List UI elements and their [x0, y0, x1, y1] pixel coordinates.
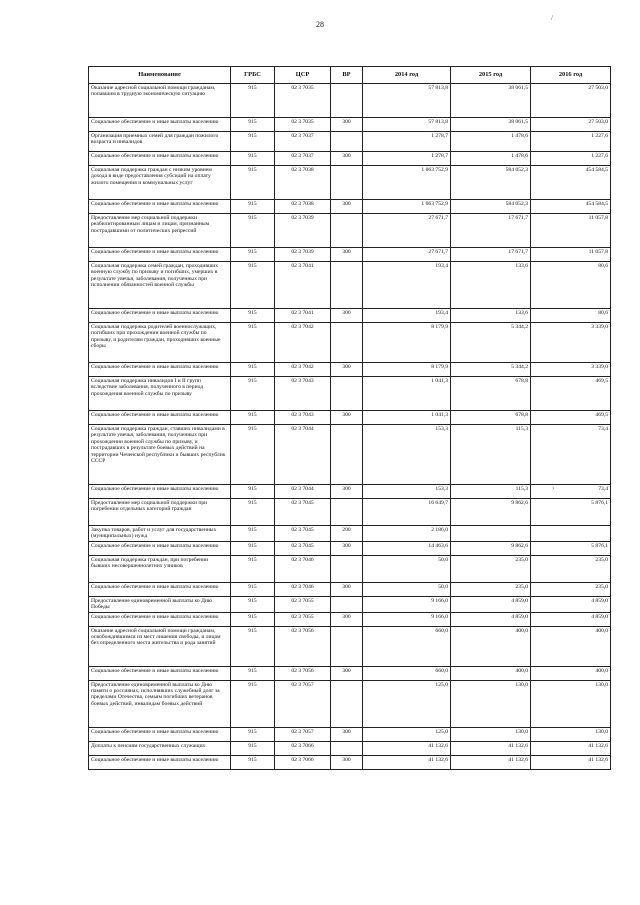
- table-header-row: [89, 67, 611, 84]
- cell-2015: [451, 526, 531, 542]
- header-2015: 2015 год: [451, 67, 531, 84]
- cell-2015: 4 859,0: [451, 612, 531, 626]
- cell-vr: [331, 132, 363, 152]
- cell-name: Предоставление единовременной выплаты ко Дню Победы: [89, 596, 231, 612]
- cell-csr: 02 3 7045: [275, 499, 331, 526]
- cell-name: Социальная поддержка граждан, ставших инвалидами в результате увечья, заболевания, полученных при прохождении военной службы по призыву, и пострадавших в результате боевых действий на территории Чеченской республики и бывших республик СССР: [89, 425, 231, 485]
- cell-2016: 11 057,8: [531, 214, 611, 248]
- cell-2014: 27 671,7: [363, 214, 451, 248]
- cell-grbs: 915: [231, 363, 275, 377]
- cell-vr: 300: [331, 118, 363, 132]
- cell-2015: 9 862,6: [451, 541, 531, 555]
- table-row: [89, 755, 611, 769]
- cell-grbs: 915: [231, 485, 275, 499]
- cell-name: Социальная поддержка семей граждан, проходивших военную службу по призыву и погибших, умерших в результате увечья, заболевания, полученных при исполнении обязанностей военной службы: [89, 262, 231, 309]
- cell-2016: 454 584,5: [531, 166, 611, 200]
- cell-2015: 133,6: [451, 309, 531, 323]
- cell-vr: 300: [331, 309, 363, 323]
- cell-grbs: 915: [231, 309, 275, 323]
- cell-csr: 02 3 7041: [275, 262, 331, 309]
- cell-name: Оказание адресной социальной помощи гражданам, попавшим в трудную экономическую ситуацию: [89, 84, 231, 118]
- cell-csr: 02 3 7042: [275, 323, 331, 363]
- cell-grbs: 915: [231, 262, 275, 309]
- cell-2016: 3 339,0: [531, 323, 611, 363]
- cell-grbs: 915: [231, 118, 275, 132]
- cell-name: Социальная поддержка инвалидов I и II групп вследствие заболевания, полученного в период прохождения военной службы по призыву: [89, 377, 231, 411]
- cell-2014: 27 671,7: [363, 248, 451, 262]
- cell-2014: 2 186,0: [363, 526, 451, 542]
- table-row: [89, 741, 611, 755]
- cell-2015: 235,0: [451, 555, 531, 582]
- cell-2016: 469,5: [531, 411, 611, 425]
- cell-vr: 300: [331, 200, 363, 214]
- cell-2016: 3 339,0: [531, 363, 611, 377]
- cell-csr: 02 3 7056: [275, 626, 331, 666]
- cell-2015: 130,0: [451, 727, 531, 741]
- cell-vr: 200: [331, 526, 363, 542]
- cell-csr: 02 3 7056: [275, 666, 331, 680]
- cell-2015: 400,0: [451, 666, 531, 680]
- cell-csr: 02 3 7066: [275, 755, 331, 769]
- cell-2015: 4 859,0: [451, 596, 531, 612]
- cell-2015: 38 061,5: [451, 84, 531, 118]
- table-row: [89, 262, 611, 309]
- cell-grbs: 915: [231, 166, 275, 200]
- cell-2016: 130,0: [531, 727, 611, 741]
- cell-2016: 27 503,0: [531, 118, 611, 132]
- cell-2015: 235,0: [451, 582, 531, 596]
- cell-csr: 02 3 7046: [275, 582, 331, 596]
- header-vr: ВР: [331, 67, 363, 84]
- cell-name: Социальное обеспечение и иные выплаты населению: [89, 727, 231, 741]
- cell-2014: 153,3: [363, 425, 451, 485]
- cell-vr: [331, 499, 363, 526]
- cell-vr: 300: [331, 541, 363, 555]
- table-row: [89, 411, 611, 425]
- cell-csr: 02 3 7044: [275, 425, 331, 485]
- table-row: [89, 166, 611, 200]
- cell-grbs: 915: [231, 411, 275, 425]
- cell-2014: 125,0: [363, 727, 451, 741]
- cell-csr: 02 3 7035: [275, 118, 331, 132]
- cell-2015: 115,3: [451, 485, 531, 499]
- cell-2014: 1 041,3: [363, 411, 451, 425]
- cell-name: Оказание адресной социальной помощи гражданам, освобождившимся из мест лишения свободы, и лицам без определенного места жительства и рода занятий: [89, 626, 231, 666]
- cell-2016: 235,0: [531, 555, 611, 582]
- cell-grbs: 915: [231, 152, 275, 166]
- cell-csr: 02 3 7037: [275, 132, 331, 152]
- table-row: [89, 84, 611, 118]
- cell-2014: 193,4: [363, 309, 451, 323]
- table-row: [89, 323, 611, 363]
- cell-2015: 1 478,6: [451, 152, 531, 166]
- cell-2014: 57 813,8: [363, 118, 451, 132]
- cell-grbs: 915: [231, 727, 275, 741]
- header-2016: 2016 год: [531, 67, 611, 84]
- table-row: [89, 526, 611, 542]
- cell-name: Закупка товаров, работ и услуг для государственных (муниципальных) нужд: [89, 526, 231, 542]
- cell-name: Социальная поддержка родителей военнослужащих, погибших при прохождении военной службы по призыву, и родителям граждан, проходивших военные сборы: [89, 323, 231, 363]
- cell-2016: 80,6: [531, 262, 611, 309]
- cell-vr: 300: [331, 755, 363, 769]
- table-row: [89, 582, 611, 596]
- cell-csr: 02 3 7044: [275, 485, 331, 499]
- cell-vr: [331, 425, 363, 485]
- table-row: [89, 541, 611, 555]
- cell-csr: 02 3 7039: [275, 248, 331, 262]
- cell-name: Социальное обеспечение и иные выплаты населению: [89, 309, 231, 323]
- cell-2014: 1 278,7: [363, 152, 451, 166]
- cell-name: Социальное обеспечение и иные выплаты населению: [89, 755, 231, 769]
- cell-2014: 153,3: [363, 485, 451, 499]
- cell-name: Предоставление единовременной выплаты ко Дню памяти о россиянах, исполнявших служебный долг за пределами Отечества, семьям погибших ветеранов боевых действий, инвалидам боевых действий: [89, 680, 231, 727]
- cell-2016: 400,0: [531, 666, 611, 680]
- cell-2014: 50,0: [363, 555, 451, 582]
- cell-2015: 584 052,3: [451, 166, 531, 200]
- cell-csr: 02 3 7041: [275, 309, 331, 323]
- table-row: [89, 309, 611, 323]
- cell-grbs: 915: [231, 425, 275, 485]
- cell-2016: 4 859,0: [531, 612, 611, 626]
- cell-vr: [331, 323, 363, 363]
- cell-grbs: 915: [231, 755, 275, 769]
- cell-2015: 1 478,6: [451, 132, 531, 152]
- cell-csr: 02 3 7057: [275, 727, 331, 741]
- cell-name: Социальная поддержка граждан с низким уровнем дохода в виде предоставления субсидий на оплату жилого помещения и коммунальных услуг: [89, 166, 231, 200]
- table-row: [89, 363, 611, 377]
- cell-name: Социальное обеспечение и иные выплаты населению: [89, 485, 231, 499]
- table-row: [89, 499, 611, 526]
- cell-2016: 11 057,8: [531, 248, 611, 262]
- cell-vr: 300: [331, 666, 363, 680]
- cell-csr: 02 3 7038: [275, 200, 331, 214]
- cell-vr: [331, 214, 363, 248]
- cell-2014: 1 063 752,9: [363, 200, 451, 214]
- cell-grbs: 915: [231, 596, 275, 612]
- cell-csr: 02 3 7042: [275, 363, 331, 377]
- cell-2014: 1 278,7: [363, 132, 451, 152]
- cell-csr: 02 3 7045: [275, 526, 331, 542]
- cell-vr: [331, 84, 363, 118]
- cell-vr: 300: [331, 152, 363, 166]
- cell-2016: 454 584,5: [531, 200, 611, 214]
- cell-2016: 41 132,6: [531, 741, 611, 755]
- cell-grbs: 915: [231, 666, 275, 680]
- cell-2014: 41 132,6: [363, 741, 451, 755]
- cell-2015: 115,3: [451, 425, 531, 485]
- cell-2016: 80,6: [531, 309, 611, 323]
- cell-name: Социальное обеспечение и иные выплаты населению: [89, 152, 231, 166]
- cell-2015: 130,0: [451, 680, 531, 727]
- cell-2016: 130,0: [531, 680, 611, 727]
- cell-2014: 660,0: [363, 626, 451, 666]
- cell-name: Предоставление мер социальной поддержки реабилитированным лицам и лицам, признанным пострадавшими от политических репрессий: [89, 214, 231, 248]
- header-csr: ЦСР: [275, 67, 331, 84]
- cell-grbs: 915: [231, 377, 275, 411]
- table-row: [89, 377, 611, 411]
- cell-vr: 300: [331, 612, 363, 626]
- cell-vr: 300: [331, 727, 363, 741]
- cell-2016: 5 876,1: [531, 499, 611, 526]
- cell-vr: [331, 596, 363, 612]
- cell-csr: 02 3 7043: [275, 411, 331, 425]
- table-row: [89, 485, 611, 499]
- table-row: [89, 666, 611, 680]
- budget-table: [88, 66, 611, 770]
- cell-name: Организация приемных семей для граждан пожилого возраста и инвалидов: [89, 132, 231, 152]
- cell-2014: 50,0: [363, 582, 451, 596]
- cell-name: Социальное обеспечение и иные выплаты населению: [89, 582, 231, 596]
- cell-2016: 469,5: [531, 377, 611, 411]
- cell-grbs: 915: [231, 132, 275, 152]
- cell-csr: 02 3 7066: [275, 741, 331, 755]
- cell-grbs: 915: [231, 499, 275, 526]
- cell-csr: 02 3 7035: [275, 84, 331, 118]
- cell-vr: [331, 377, 363, 411]
- table-row: [89, 248, 611, 262]
- cell-2015: 5 344,2: [451, 363, 531, 377]
- cell-2016: 4 859,0: [531, 596, 611, 612]
- cell-grbs: 915: [231, 84, 275, 118]
- cell-2014: 57 813,8: [363, 84, 451, 118]
- page-number: 28: [316, 20, 324, 29]
- cell-2014: 1 063 752,9: [363, 166, 451, 200]
- cell-2015: 17 671,7: [451, 248, 531, 262]
- cell-grbs: 915: [231, 612, 275, 626]
- cell-csr: 02 3 7046: [275, 555, 331, 582]
- table-row: [89, 214, 611, 248]
- cell-2014: 125,0: [363, 680, 451, 727]
- cell-2016: 1 227,6: [531, 132, 611, 152]
- table-row: [89, 132, 611, 152]
- cell-csr: 02 3 7043: [275, 377, 331, 411]
- cell-vr: [331, 626, 363, 666]
- cell-csr: 02 3 7057: [275, 680, 331, 727]
- cell-2014: 41 132,6: [363, 755, 451, 769]
- cell-grbs: 915: [231, 626, 275, 666]
- cell-vr: [331, 262, 363, 309]
- cell-vr: 300: [331, 582, 363, 596]
- cell-vr: [331, 166, 363, 200]
- cell-2015: 133,6: [451, 262, 531, 309]
- cell-grbs: 915: [231, 582, 275, 596]
- cell-csr: 02 3 7038: [275, 166, 331, 200]
- header-grbs: ГРБС: [231, 67, 275, 84]
- cell-2016: 400,0: [531, 626, 611, 666]
- scan-mark: /: [551, 14, 553, 22]
- cell-2014: 1 041,3: [363, 377, 451, 411]
- table-row: [89, 200, 611, 214]
- cell-csr: 02 3 7055: [275, 596, 331, 612]
- cell-2014: 9 166,0: [363, 596, 451, 612]
- cell-name: Социальное обеспечение и иные выплаты населению: [89, 666, 231, 680]
- cell-vr: 300: [331, 363, 363, 377]
- cell-name: Социальное обеспечение и иные выплаты населению: [89, 541, 231, 555]
- budget-table-container: [88, 66, 610, 770]
- cell-csr: 02 3 7045: [275, 541, 331, 555]
- table-row: [89, 596, 611, 612]
- table-row: [89, 425, 611, 485]
- cell-vr: [331, 680, 363, 727]
- cell-2015: 41 132,6: [451, 741, 531, 755]
- cell-2015: 17 671,7: [451, 214, 531, 248]
- cell-2015: 38 061,5: [451, 118, 531, 132]
- table-row: [89, 727, 611, 741]
- cell-2014: 16 649,7: [363, 499, 451, 526]
- cell-2015: 9 862,6: [451, 499, 531, 526]
- cell-2015: 41 132,6: [451, 755, 531, 769]
- cell-csr: 02 3 7037: [275, 152, 331, 166]
- cell-name: Социальное обеспечение и иные выплаты населению: [89, 200, 231, 214]
- cell-2016: 27 503,0: [531, 84, 611, 118]
- cell-2014: 9 166,0: [363, 612, 451, 626]
- cell-2016: 1 227,6: [531, 152, 611, 166]
- cell-vr: [331, 741, 363, 755]
- cell-2016: 235,0: [531, 582, 611, 596]
- cell-csr: 02 3 7039: [275, 214, 331, 248]
- cell-2015: 400,0: [451, 626, 531, 666]
- cell-grbs: 915: [231, 323, 275, 363]
- cell-csr: 02 3 7055: [275, 612, 331, 626]
- cell-name: Социальная поддержка граждан, при погребении бывших несовершеннолетних узников: [89, 555, 231, 582]
- cell-2015: 678,8: [451, 377, 531, 411]
- table-row: [89, 680, 611, 727]
- cell-2015: 5 344,2: [451, 323, 531, 363]
- header-name: Наименование: [89, 67, 231, 84]
- cell-2016: 41 132,6: [531, 755, 611, 769]
- cell-grbs: 915: [231, 555, 275, 582]
- cell-grbs: 915: [231, 200, 275, 214]
- cell-2014: 14 463,6: [363, 541, 451, 555]
- scan-mark: ›: [552, 484, 555, 492]
- table-row: [89, 626, 611, 666]
- cell-name: Социальное обеспечение и иные выплаты населению: [89, 612, 231, 626]
- cell-name: Социальное обеспечение и иные выплаты населению: [89, 248, 231, 262]
- cell-name: Социальное обеспечение и иные выплаты населению: [89, 118, 231, 132]
- cell-2016: [531, 526, 611, 542]
- table-row: [89, 118, 611, 132]
- cell-grbs: 915: [231, 248, 275, 262]
- header-2014: 2014 год: [363, 67, 451, 84]
- table-row: [89, 152, 611, 166]
- cell-2015: 678,8: [451, 411, 531, 425]
- cell-grbs: 915: [231, 680, 275, 727]
- cell-name: Доплаты к пенсиям государственных служащих: [89, 741, 231, 755]
- cell-2016: 73,4: [531, 425, 611, 485]
- cell-vr: 300: [331, 248, 363, 262]
- cell-2016: 73,4: [531, 485, 611, 499]
- cell-2014: 8 179,9: [363, 323, 451, 363]
- cell-2016: 5 876,1: [531, 541, 611, 555]
- cell-2014: 193,4: [363, 262, 451, 309]
- cell-name: Социальное обеспечение и иные выплаты населению: [89, 411, 231, 425]
- cell-grbs: 915: [231, 526, 275, 542]
- cell-2014: 8 179,9: [363, 363, 451, 377]
- cell-grbs: 915: [231, 541, 275, 555]
- table-row: [89, 555, 611, 582]
- table-row: [89, 612, 611, 626]
- cell-name: Социальное обеспечение и иные выплаты населению: [89, 363, 231, 377]
- cell-grbs: 915: [231, 214, 275, 248]
- cell-grbs: 915: [231, 741, 275, 755]
- cell-vr: 300: [331, 411, 363, 425]
- cell-vr: 300: [331, 485, 363, 499]
- cell-name: Предоставление мер социальной поддержки при погребении отдельных категорий граждан: [89, 499, 231, 526]
- cell-2015: 584 052,3: [451, 200, 531, 214]
- cell-vr: [331, 555, 363, 582]
- cell-2014: 660,0: [363, 666, 451, 680]
